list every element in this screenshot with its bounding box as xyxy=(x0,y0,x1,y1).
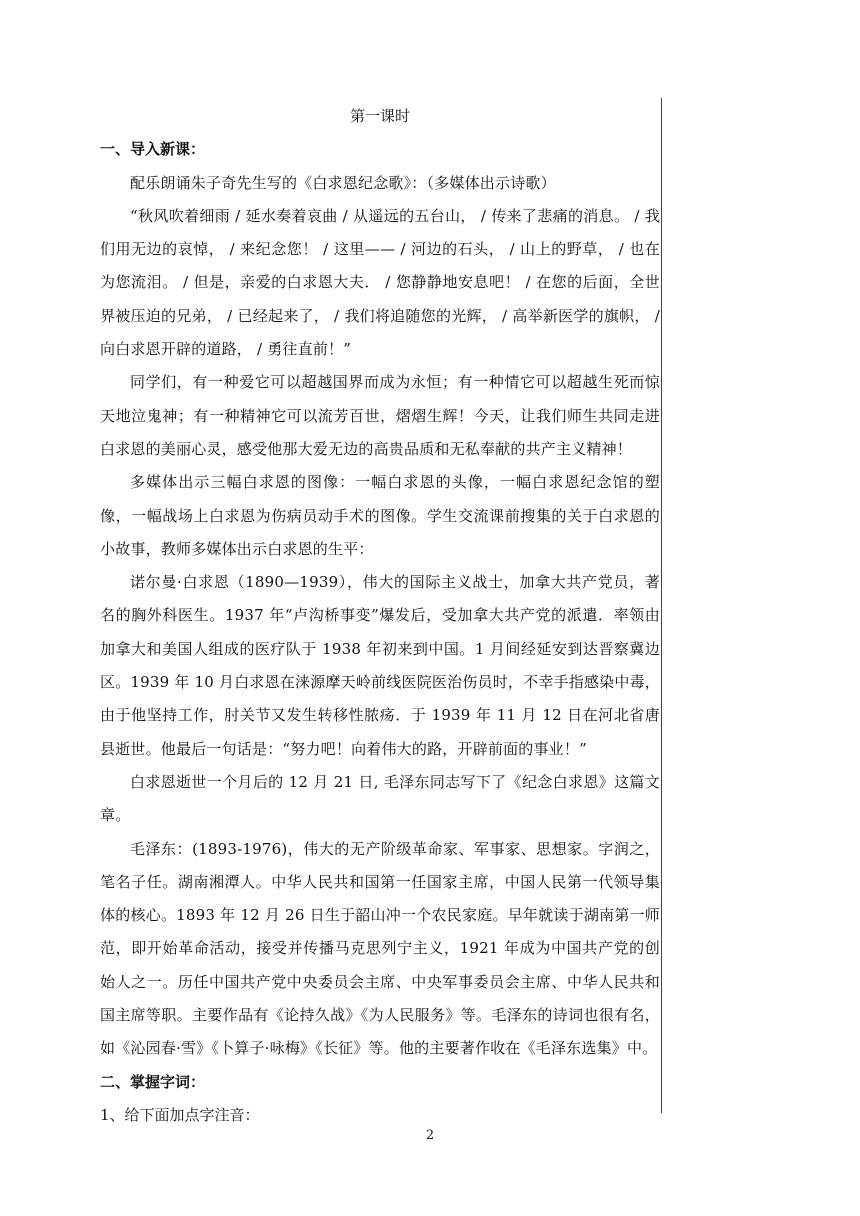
table-border-right xyxy=(661,98,662,1113)
content-cell xyxy=(100,100,660,1132)
paragraph-poem: “秋风吹着细雨 / 延水奏着哀曲 / 从遥远的五台山， / 传来了悲痛的消息。 / 我们用无边的哀悼， / 来纪念您！ / 这里—— / 河边的石头， / 山上的野草， / 也在为您流泪。 / 但是，亲爱的白求恩大夫． / 您静静地安息吧！ / 在您的后面，全世界被压迫的兄弟， / 已经起来了， / 我们将追随您的光辉， / 高举新医学的旗帜， / 向白求恩开辟的道路， / 勇往直前！” xyxy=(100,206,660,359)
paragraph-classmates: 同学们，有一种爱它可以超越国界而成为永恒；有一种情它可以超越生死而惊天地泣鬼神；有一种精神它可以流芳百世，熠熠生辉！今天，让我们师生共同走进白求恩的美丽心灵，感受他那大爱无边的高贵品质和无私奉献的共产主义精神！ xyxy=(100,373,660,458)
section-heading-intro: 一、导入新课： xyxy=(100,140,206,159)
lesson-title: 第一课时 xyxy=(349,107,410,125)
paragraph-bethune-bio: 诺尔曼·白求恩（1890—1939），伟大的国际主义战士，加拿大共产党员，著名的胸外科医生。1937 年“卢沟桥事变”爆发后，受加拿大共产党的派遣．率领由加拿大和美国人组成的医疗队于 1938 年初来到中国。1 月间经延安到达晋察冀边区。1939 年 10 月白求恩在涞源摩天岭前线医院医治伤员时，不幸手指感染中毒，由于他坚持工作，肘关节又发生转移性脓疡．于 1939 年 11 月 12 日在河北省唐县逝世。他最后一句话是：“努力吧！向着伟大的路，开辟前面的事业！” xyxy=(100,573,660,758)
section-heading-vocabulary: 二、掌握字词： xyxy=(100,1072,206,1091)
exercise-item: 1、给下面加点字注音： xyxy=(100,1105,260,1124)
paragraph-multimedia: 多媒体出示三幅白求恩的图像：一幅白求恩的头像，一幅白求恩纪念馆的塑像，一幅战场上白求恩为伤病员动手术的图像。学生交流课前搜集的关于白求恩的小故事，教师多媒体出示白求恩的生平： xyxy=(100,473,660,558)
paragraph-poem-intro: 配乐朗诵朱子奇先生写的《白求恩纪念歌》：（多媒体出示诗歌） xyxy=(130,173,556,192)
paragraph-article-date: 白求恩逝世一个月后的 12 月 21 日, 毛泽东同志写下了《纪念白求恩》这篇文章。 xyxy=(100,772,660,825)
page-number: 2 xyxy=(425,1128,435,1143)
paragraph-mao-bio: 毛泽东：(1893-1976)，伟大的无产阶级革命家、军事家、思想家。字润之，笔名子任。湖南湘潭人。中华人民共和国第一任国家主席，中国人民第一代领导集体的核心。1893 年 12 月 26 日生于韶山冲一个农民家庭。早年就读于湖南第一师范，即开始革命活动，接受并传播马克思列宁主义，1921 年成为中国共产党的创始人之一。历任中国共产党中央委员会主席、中央军事委员会主席、中华人民共和国主席等职。主要作品有《论持久战》《为人民服务》等。毛泽东的诗词也很有名，如《沁园春·雪》《卜算子·咏梅》《长征》等。他的主要著作收在《毛泽东选集》中。 xyxy=(100,839,660,1058)
